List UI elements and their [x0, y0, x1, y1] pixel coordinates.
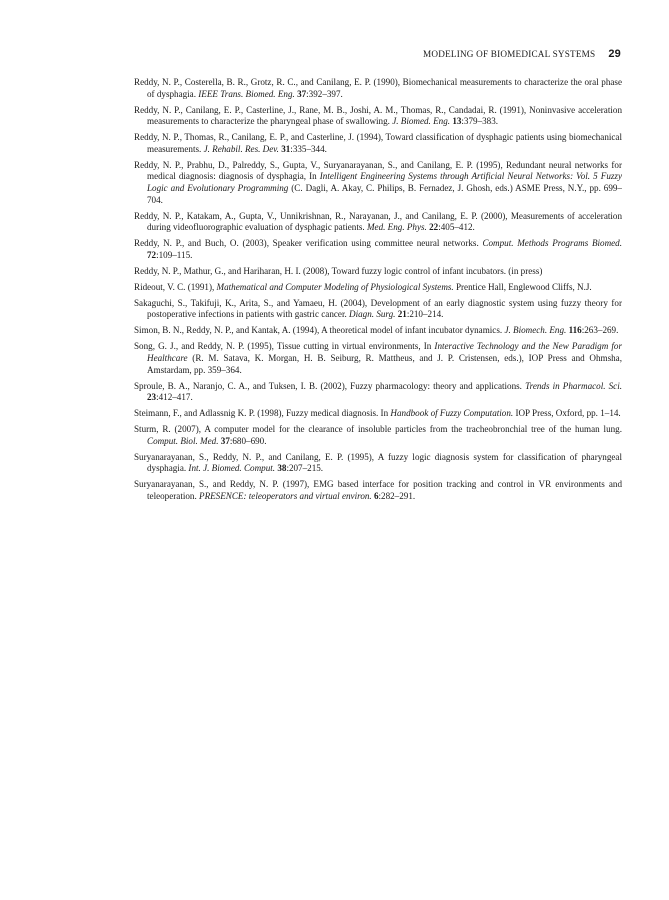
reference-entry: [134, 424, 622, 447]
reference-text: (C. Dagli, A. Akay, C. Philips, B. Fernadez, J. Ghosh, eds.) ASME Press, N.Y., pp. 699–704.: [147, 183, 622, 205]
reference-text: Suryanarayanan, S., Reddy, N. P., and Canilang, E. P. (1995), A fuzzy logic diagnosis system for classification of pharyngeal dysphagia.: [134, 451, 622, 474]
reference-text: Prentice Hall, Englewood Cliffs, N.J.: [453, 281, 592, 292]
reference-source: Intelligent Engineering Systems through Artificial Neural Networks: Vol. 5 Fuzzy Logic and Evolutionary Programming: [147, 171, 622, 194]
reference-volume: 38: [277, 463, 287, 474]
reference-text: Reddy, N. P., and Buch, O. (2003), Speaker verification using committee neural networks.: [134, 238, 483, 249]
reference-entry: [134, 211, 622, 234]
reference-entry: [134, 298, 622, 321]
reference-text: IOP Press, Oxford, pp. 1–14.: [513, 408, 621, 419]
reference-text: Reddy, N. P., Canilang, E. P., Casterline, J., Rane, M. B., Joshi, A. M., Thomas, R., Candadai, R. (1991), Noninvasive acceleration measurements to characterize the pharyngeal phase of swallowing.: [134, 104, 622, 127]
reference-volume: 22: [429, 222, 439, 233]
reference-source: Mathematical and Computer Modeling of Physiological Systems.: [216, 281, 454, 292]
reference-volume: 37: [297, 88, 307, 99]
reference-text: :680–690.: [229, 435, 267, 446]
reference-source: Trends in Pharmacol. Sci.: [525, 380, 622, 391]
reference-text: Reddy, N. P., Mathur, G., and Hariharan, H. I. (2008), Toward fuzzy logic control of infant incubators. (in press): [134, 265, 543, 276]
reference-volume: 13: [452, 116, 462, 127]
reference-volume: 116: [568, 325, 582, 336]
reference-entry: [134, 105, 622, 128]
page-number: 29: [608, 48, 621, 60]
running-header: [423, 48, 621, 60]
reference-entry: [134, 479, 622, 502]
reference-source: J. Rehabil. Res. Dev.: [203, 143, 279, 154]
reference-entry: [134, 132, 622, 155]
reference-text: Sturm, R. (2007), A computer model for the clearance of insoluble particles from the tracheobronchial tree of the human lung.: [134, 424, 622, 435]
reference-text: :379–383.: [461, 116, 499, 127]
reference-text: Song, G. J., and Reddy, N. P. (1995), Tissue cutting in virtual environments, In: [134, 341, 435, 352]
reference-source: IEEE Trans. Biomed. Eng.: [198, 88, 295, 99]
reference-entry: [134, 381, 622, 404]
reference-text: Sproule, B. A., Naranjo, C. A., and Tuksen, I. B. (2002), Fuzzy pharmacology: theory and applications.: [134, 380, 526, 391]
reference-source: J. Biomed. Eng.: [392, 116, 451, 127]
reference-text: :405–412.: [438, 222, 475, 233]
reference-entry: [134, 408, 622, 420]
reference-text: :263–269.: [581, 325, 619, 336]
reference-entry: [134, 266, 622, 278]
reference-text: Steimann, F., and Adlassnig K. P. (1998), Fuzzy medical diagnosis. In: [134, 408, 391, 419]
reference-text: Sakaguchi, S., Takifuji, K., Arita, S., and Yamaeu, H. (2004), Development of an early diagnostic system using fuzzy theory for postoperative infections in patients with gastric cancer.: [134, 297, 622, 320]
reference-text: Reddy, N. P., Prabhu, D., Palreddy, S., Gupta, V., Suryanarayanan, S., and Canilang, E. P. (1995), Redundant neural networks for medical diagnosis: diagnosis of dysphagia, In: [134, 159, 622, 182]
reference-volume: 31: [281, 143, 291, 154]
reference-text: Reddy, N. P., Costerella, B. R., Grotz, R. C., and Canilang, E. P. (1990), Biomechanical measurements to characterize the oral phase of dysphagia.: [134, 77, 622, 99]
reference-source: Diagn. Surg.: [349, 309, 396, 320]
reference-volume: 21: [397, 309, 407, 320]
reference-entry: [134, 238, 622, 261]
reference-source: Comput. Methods Programs Biomed.: [482, 238, 622, 249]
reference-text: :412–417.: [156, 392, 193, 403]
reference-source: Interactive Technology and the New Paradigm for Healthcare: [147, 341, 622, 363]
reference-text: :335–344.: [290, 143, 327, 154]
reference-text: :210–214.: [406, 309, 444, 320]
reference-source: J. Biomech. Eng.: [504, 325, 567, 336]
reference-list: [134, 77, 622, 507]
reference-text: Reddy, N. P., Katakam, A., Gupta, V., Unnikrishnan, R., Narayanan, J., and Canilang, E. P. (2000), Measurements of acceleration during videofluorographic evaluation of dysphagic patients.: [134, 210, 622, 233]
reference-volume: 6: [373, 490, 379, 501]
reference-text: :392–397.: [306, 88, 343, 99]
reference-source: Med. Eng. Phys.: [366, 222, 427, 233]
reference-volume: 72: [147, 250, 157, 261]
reference-entry: [134, 452, 622, 475]
running-title: MODELING OF BIOMEDICAL SYSTEMS: [423, 49, 596, 59]
reference-text: Simon, B. N., Reddy, N. P., and Kantak, A. (1994), A theoretical model of infant incubator dynamics.: [134, 325, 505, 336]
reference-source: Handbook of Fuzzy Computation.: [390, 408, 514, 419]
reference-entry: [134, 160, 622, 207]
reference-entry: [134, 325, 622, 337]
reference-text: Suryanarayanan, S., and Reddy, N. P. (1997), EMG based interface for position tracking and control in VR environments and teleoperation.: [134, 479, 622, 501]
reference-text: Rideout, V. C. (1991),: [134, 281, 217, 292]
reference-text: (R. M. Satava, K. Morgan, H. B. Seiburg, R. Mattheus, and J. P. Cristensen, eds.), IOP Press and Ohmsha, Amstardam, pp. 359–364.: [147, 352, 622, 375]
reference-text: :207–215.: [286, 463, 324, 474]
reference-source: PRESENCE: teleoperators and virtual environ.: [199, 490, 372, 501]
reference-entry: [134, 77, 622, 100]
reference-entry: [134, 282, 622, 294]
reference-text: :282–291.: [378, 490, 416, 501]
reference-entry: [134, 341, 622, 376]
reference-source: Comput. Biol. Med.: [147, 435, 219, 446]
reference-volume: 23: [147, 392, 157, 403]
reference-text: Reddy, N. P., Thomas, R., Canilang, E. P., and Casterline, J. (1994), Toward classification of dysphagic patients using biomechanical measurements.: [134, 132, 622, 154]
reference-source: Int. J. Biomed. Comput.: [188, 463, 276, 474]
reference-volume: 37: [220, 435, 230, 446]
reference-text: :109–115.: [156, 250, 193, 261]
